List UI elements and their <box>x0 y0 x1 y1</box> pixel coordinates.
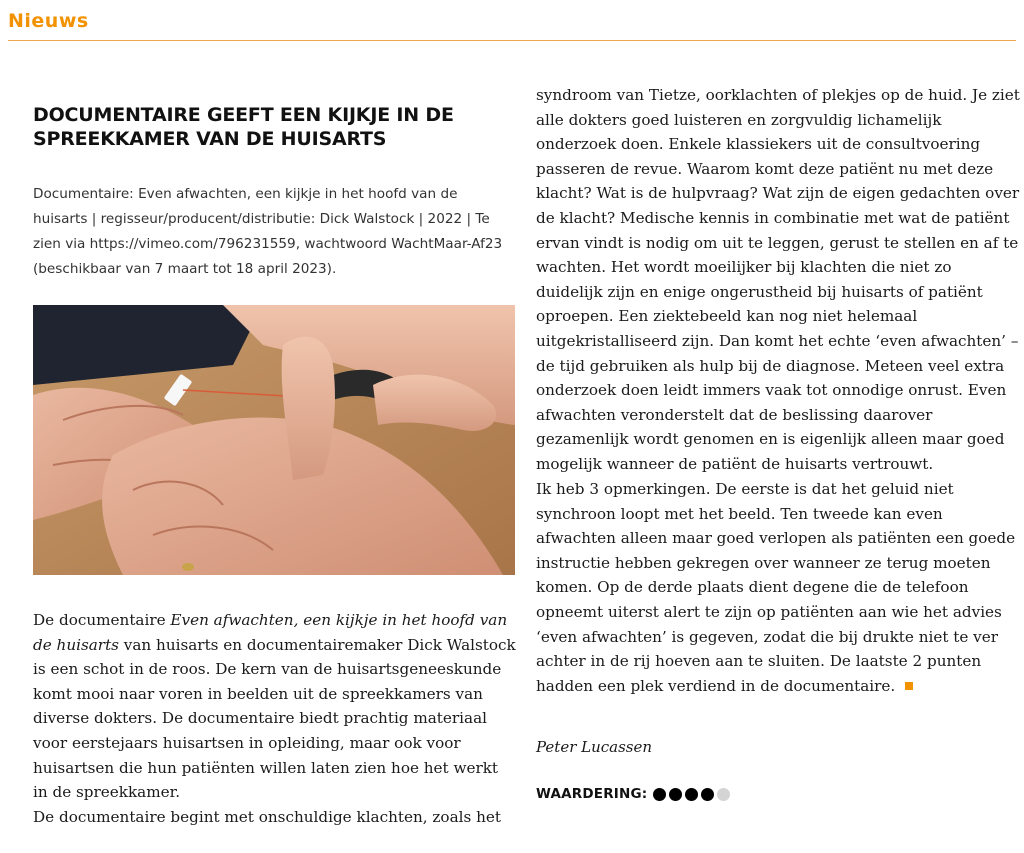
article-author: Peter Lucassen <box>536 738 653 756</box>
documentary-title: Even afwachten, een kijkje in het hoofd van de huisarts <box>33 611 508 654</box>
article-remarks <box>536 477 1022 698</box>
article-headline: DOCUMENTAIRE GEEFT EEN KIJKJE IN DE SPREEKKAMER VAN DE HUISARTS <box>33 104 454 150</box>
hands-photo-illustration <box>33 305 515 575</box>
section-header <box>8 8 1016 41</box>
rating-dot-filled <box>653 788 666 801</box>
remarks-text: Ik heb 3 opmerkingen. De eerste is dat het geluid niet synchroon loopt met het beeld. Ten tweede kan even afwachten alleen maar goed verlopen als patiënten een goede instructie hebben gekregen over wanneer ze terug moeten komen. Op de derde plaats dient degene die de telefoon opneemt uiterst alert te zijn op patiënten aan wie het advies ‘even afwachten’ is gegeven, zodat die bij drukte niet te ver achter in de rij hoeven aan te sluiten. De laatste 2 punten hadden een plek verdiend in de documentaire. <box>536 480 1016 695</box>
intro-rest: van huisarts en documentairemaker Dick Walstock is een schot in de roos. De kern van de huisartsgeneeskunde komt mooi naar voren in beelden uit de spreekkamers van diverse dokters. De documentaire biedt prachtig materiaal voor eerstejaars huisartsen in opleiding, maar ook voor huisartsen die hun patiënten willen laten zien hoe het werkt in de spreekkamer. <box>33 635 516 802</box>
article-meta: Documentaire: Even afwachten, een kijkje in het hoofd van de huisarts | regisseur/producent/distributie: Dick Walstock | 2022 | Te zien via https://vimeo.com/796231559, wachtwoord WachtMaar-Af23 (beschikbaar van 7 maart tot 18 april 2023). <box>33 186 503 277</box>
intro-lead: De documentaire <box>33 611 171 629</box>
intro-second-paragraph: De documentaire begint met onschuldige klachten, zoals het <box>33 807 501 826</box>
rating-dot-filled <box>669 788 682 801</box>
rating-dots <box>653 788 733 801</box>
article-intro <box>33 608 517 829</box>
rating-label: WAARDERING: <box>536 786 648 802</box>
rating-dot-filled <box>685 788 698 801</box>
rating-dot-empty <box>717 788 730 801</box>
article-photo <box>33 305 515 575</box>
rating <box>536 786 733 802</box>
article-continuation: syndroom van Tietze, oorklachten of plekjes op de huid. Je ziet alle dokters goed luisteren en zorgvuldig lichamelijk onderzoek doen. Enkele klassiekers uit de consultvoering passeren de revue. Waarom komt deze patiënt nu met deze klacht? Wat is de hulpvraag? Wat zijn de eigen gedachten over de klacht? Medische kennis in combinatie met wat de patiënt ervan vindt is nodig om uit te leggen, gerust te stellen en af te wachten. Het wordt moeilijker bij klachten die niet zo duidelijk zijn en enige ongerustheid bij huisarts of patiënt oproepen. Een ziektebeeld kan nog niet helemaal uitgekristalliseerd zijn. Dan komt het echte ‘even afwachten’ – de tijd gebruiken als hulp bij de diagnose. Meteen veel extra onderzoek doen leidt immers vaak tot onnodige onrust. Even afwachten veronderstelt dat de beslissing daarover gezamenlijk wordt genomen en is eigenlijk alleen maar goed mogelijk wanneer de patiënt de huisarts vertrouwt. <box>536 86 1020 473</box>
end-mark <box>905 682 913 690</box>
section-label: Nieuws <box>8 10 89 32</box>
rating-dot-filled <box>701 788 714 801</box>
